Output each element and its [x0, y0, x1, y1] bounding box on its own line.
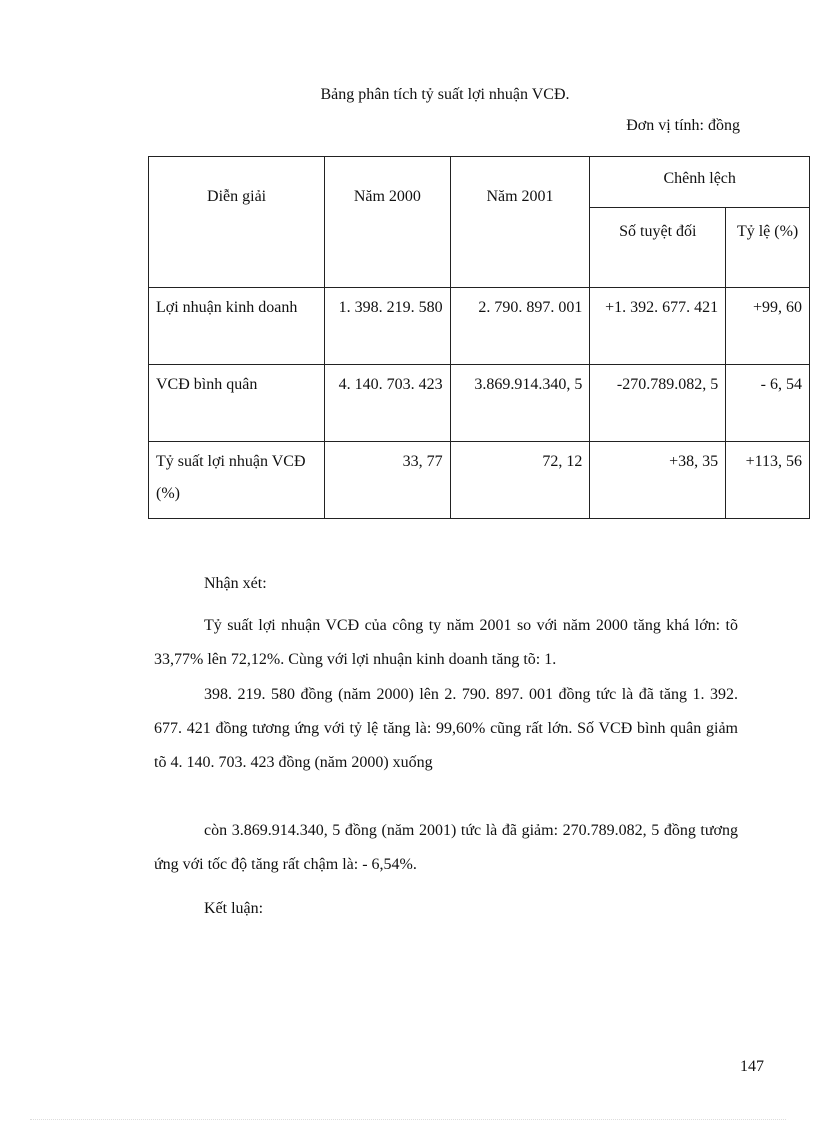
page-number: 147 [740, 1058, 764, 1075]
table-header-row [149, 157, 810, 208]
cell-2001: 72, 12 [450, 442, 590, 519]
remarks-paragraph-1 [154, 609, 738, 677]
row-label: Lợi nhuận kinh doanh [149, 288, 325, 365]
table-row [149, 365, 810, 442]
header-absolute: Số tuyệt đối [590, 208, 726, 288]
cell-absolute: +38, 35 [590, 442, 726, 519]
cell-2000: 1. 398. 219. 580 [325, 288, 450, 365]
unit-label: Đơn vị tính: đồng [626, 117, 740, 134]
cell-absolute: -270.789.082, 5 [590, 365, 726, 442]
remarks-heading: Nhận xét: [204, 575, 267, 592]
remarks-paragraph-3-text: còn 3.869.914.340, 5 đồng (năm 2001) tức là đã giảm: 270.789.082, 5 đồng tương ứng với tốc độ tăng rất chậm là: - 6,54%. [154, 822, 738, 873]
footer-divider [30, 1119, 786, 1120]
conclusion-heading: Kết luận: [204, 900, 264, 917]
cell-2000: 33, 77 [325, 442, 450, 519]
table-row [149, 442, 810, 519]
header-year-2000: Năm 2000 [325, 157, 450, 288]
remarks-paragraph-1-text: Tỷ suất lợi nhuận VCĐ của công ty năm 2001 so với năm 2000 tăng khá lớn: tõ 33,77% lên 72,12%. Cùng với lợi nhuận kinh doanh tăng tõ: 1. [154, 617, 738, 668]
header-percent: Tỷ lệ (%) [726, 208, 810, 288]
header-year-2001: Năm 2001 [450, 157, 590, 288]
cell-percent: - 6, 54 [726, 365, 810, 442]
cell-percent: +99, 60 [726, 288, 810, 365]
remarks-paragraph-3 [154, 814, 738, 882]
remarks-paragraph-2-text: 398. 219. 580 đồng (năm 2000) lên 2. 790. 897. 001 đồng tức là đã tăng 1. 392. 677. 421 đồng tương ứng với tỷ lệ tăng là: 99,60% cũng rất lớn. Số VCĐ bình quân giảm tõ 4. 140. 703. 423 đồng (năm 2000) xuống [154, 686, 738, 771]
profit-analysis-table [148, 156, 810, 519]
table-row [149, 288, 810, 365]
header-difference: Chênh lệch [590, 157, 810, 208]
row-label: VCĐ bình quân [149, 365, 325, 442]
remarks-paragraph-2 [154, 678, 738, 780]
table-title: Bảng phân tích tỷ suất lợi nhuận VCĐ. [320, 86, 570, 103]
cell-2001: 3.869.914.340, 5 [450, 365, 590, 442]
cell-absolute: +1. 392. 677. 421 [590, 288, 726, 365]
cell-2000: 4. 140. 703. 423 [325, 365, 450, 442]
header-description: Diễn giải [149, 157, 325, 288]
row-label: Tỷ suất lợi nhuận VCĐ (%) [149, 442, 325, 519]
cell-2001: 2. 790. 897. 001 [450, 288, 590, 365]
cell-percent: +113, 56 [726, 442, 810, 519]
